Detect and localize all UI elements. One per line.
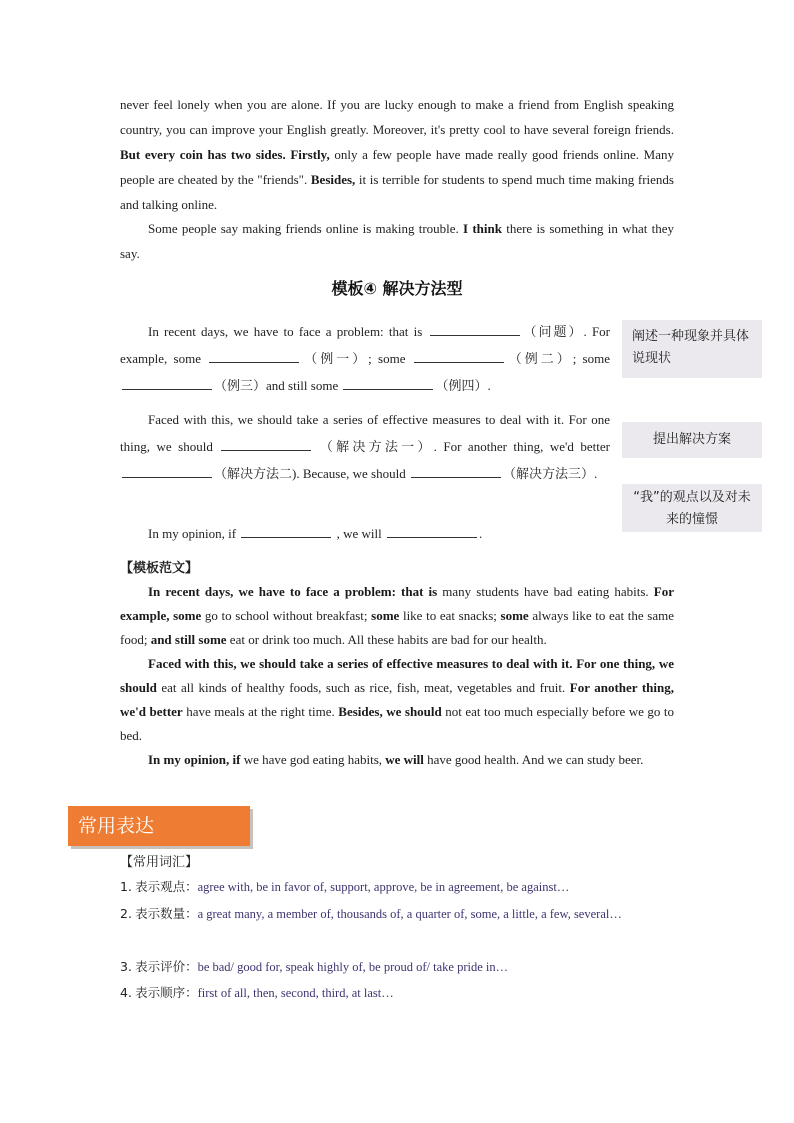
essay-text: there is something in what they say. — [120, 221, 674, 261]
sample-text: we have god eating habits, — [240, 752, 386, 767]
fill-blank — [122, 465, 212, 478]
sample-text: not eat too much especially before we go to bed. — [120, 704, 674, 743]
template-text: In my opinion, if — [148, 526, 240, 541]
essay-text: . — [303, 172, 311, 187]
essay-text: it is terrible for students to spend much time making friends and talking online. — [120, 172, 674, 212]
sample-label: 【模板范文】 — [120, 561, 199, 576]
template-text: （解决方法三）. — [502, 466, 598, 481]
essay-bold: I think — [463, 221, 502, 236]
sample-bold: For another thing, we'd better — [120, 680, 674, 719]
sample-bold: For example, some — [120, 584, 674, 623]
template-text: （解决方法二). Because, we should — [214, 466, 409, 481]
sample-text: eat all kinds of healthy foods, such as rice, fish, meat, vegetables and fruit. — [156, 680, 570, 695]
template-paragraph-3 — [120, 520, 610, 547]
template-paragraph-2 — [120, 406, 610, 487]
essay-text: only a few people have made really good friends online. Many people are cheated by the — [120, 147, 675, 187]
fill-blank — [343, 377, 433, 390]
fill-blank — [414, 350, 504, 363]
vocab-item — [120, 901, 674, 927]
fill-blank — [387, 525, 477, 538]
side-note-opinion: “我”的观点以及对未来的憧憬 — [622, 484, 762, 532]
sample-text: like to eat snacks; — [399, 608, 501, 623]
template-text: . — [479, 526, 483, 541]
vocab-item — [120, 874, 674, 900]
fill-blank — [209, 350, 299, 363]
sample-bold: Faced with this, we should take a series of effective measures to deal with it. For one thing, we should — [120, 656, 674, 695]
vocab-category: 表示观点： — [135, 879, 198, 894]
essay-paragraph-2 — [120, 216, 674, 266]
fill-blank — [241, 525, 331, 538]
vocab-phrases: a great many, a member of, thousands of, a quarter of, some, a little, a few, several… — [197, 907, 622, 921]
sample-text: always like to eat the same food; — [120, 608, 675, 647]
fill-blank — [430, 323, 520, 336]
essay-bold: But every coin has two sides. Firstly, — [120, 147, 330, 162]
section-banner: 常用表达 — [68, 806, 250, 846]
template-text: （例四）. — [435, 378, 491, 393]
vocab-number: 1. — [120, 879, 132, 894]
essay-quote: "friends" — [257, 172, 304, 187]
essay-bold: Besides, — [310, 172, 356, 187]
sample-bold: we will — [385, 752, 424, 767]
sample-text: have meals at the right time. — [182, 704, 339, 719]
vocab-label: 【常用词汇】 — [120, 855, 199, 870]
template-title: 模板④ 解决方法型 — [331, 279, 463, 298]
vocab-category: 表示数量： — [135, 906, 198, 921]
template-text: （例二）; some — [505, 351, 610, 366]
sample-text: have good health. And we can study beer. — [423, 752, 644, 767]
vocab-number: 4. — [120, 985, 132, 1000]
template-text: （解决方法一）. For another thing, we'd better — [313, 439, 610, 454]
template-text: （例三）and still some — [214, 378, 342, 393]
template-text: （问题）. For example, some — [120, 324, 611, 366]
vocab-item — [120, 954, 674, 980]
side-note-situation: 阐述一种现象并具体说现状 — [622, 320, 762, 378]
template-text: In recent days, we have to face a problem: that is — [148, 324, 428, 339]
sample-text: eat or drink too much. All these habits are bad for our health. — [226, 632, 547, 647]
sample-paragraph-3 — [120, 748, 674, 772]
template-text: Faced with this, we should take a series of effective measures to deal with it. For one thing, we should — [120, 412, 610, 454]
vocab-phrases: agree with, be in favor of, support, approve, be in agreement, be against… — [197, 880, 570, 894]
fill-blank — [122, 377, 212, 390]
sample-bold: Besides, we should — [338, 704, 442, 719]
sample-bold: some — [371, 608, 400, 623]
vocab-number: 3. — [120, 959, 132, 974]
template-text: , we will — [333, 526, 385, 541]
fill-blank — [411, 465, 501, 478]
vocab-phrases: be bad/ good for, speak highly of, be proud of/ take pride in… — [197, 960, 509, 974]
essay-text: Some people say making friends online is making trouble. — [148, 221, 464, 236]
vocab-category: 表示评价： — [135, 959, 198, 974]
sample-bold: and still some — [150, 632, 227, 647]
sample-paragraph-2 — [120, 652, 674, 748]
side-note-solutions: 提出解决方案 — [622, 422, 762, 458]
essay-paragraph-1 — [120, 92, 674, 217]
sample-bold: In recent days, we have to face a problem: that is — [148, 584, 438, 599]
essay-text: never feel lonely when you are alone. If you are lucky enough to make a friend from English speaking country, you can improve your English greatly. Moreover, it's pretty cool to have several foreign friends. — [120, 97, 674, 137]
sample-text: go to school without breakfast; — [201, 608, 372, 623]
sample-bold: In my opinion, if — [148, 752, 241, 767]
fill-blank — [221, 438, 311, 451]
sample-bold: some — [500, 608, 529, 623]
vocab-category: 表示顺序： — [135, 985, 198, 1000]
template-text: （例一）; some — [301, 351, 412, 366]
template-paragraph-1 — [120, 318, 610, 399]
vocab-phrases: first of all, then, second, third, at last… — [197, 986, 394, 1000]
vocab-item — [120, 980, 674, 1006]
sample-paragraph-1 — [120, 580, 674, 652]
sample-text: many students have bad eating habits. — [437, 584, 654, 599]
vocab-number: 2. — [120, 906, 132, 921]
